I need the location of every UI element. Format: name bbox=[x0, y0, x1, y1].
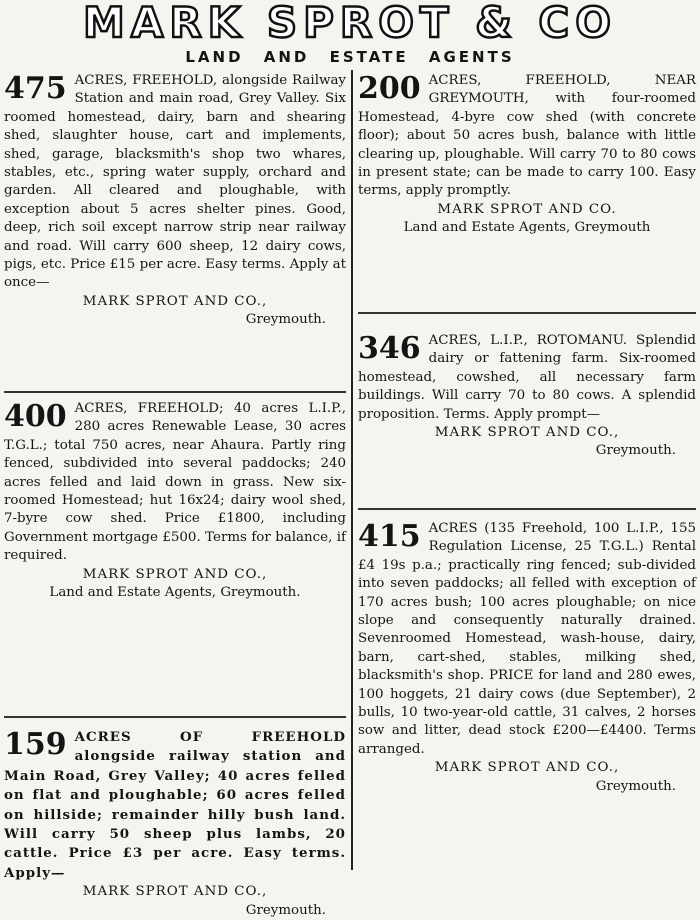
listing-text: ACRES, FREEHOLD, alongside Railway Station and main road, Grey Valley. Six roomed homestead, dairy, barn and shearing shed, slaughter house, cart and implements, shed, garage, blacksmith's shop two whares, stables, etc., spring water supply, orchard and garden. All cleared and ploughable, with exception about 5 acres shelter pines. Good, deep, rich soil except narrow strip near railway and road. Will carry 600 sheep, 12 dairy cows, pigs, etc. Price £15 per acre. Easy terms. Apply at once— bbox=[4, 73, 346, 291]
subheading: LAND AND ESTATE AGENTS bbox=[185, 48, 515, 66]
agent-signature: MARK SPROT AND CO., bbox=[82, 566, 268, 582]
agent-location: Greymouth. bbox=[245, 312, 326, 328]
listing-number: 200 bbox=[358, 71, 421, 106]
listing-159 bbox=[4, 728, 346, 920]
agent-signature: MARK SPROT AND CO., bbox=[434, 425, 620, 441]
listing-text: ACRES OF FREEHOLD alongside railway station and Main Road, Grey Valley; 40 acres felled on flat and ploughable; 60 acres felled on hillside; remainder hilly bush land. Will carry 50 sheep plus lambs, 20 cattle. Price £3 per acre. Easy terms. Apply— bbox=[4, 729, 346, 881]
divider bbox=[358, 312, 696, 314]
listing-number: 415 bbox=[358, 519, 421, 554]
listing-415 bbox=[358, 520, 696, 796]
listing-200 bbox=[358, 72, 696, 238]
agent-location: Land and Estate Agents, Greymouth. bbox=[49, 585, 301, 601]
listing-400 bbox=[4, 400, 346, 602]
divider bbox=[4, 716, 346, 718]
listing-text: ACRES, FREEHOLD, NEAR GREYMOUTH, with four-roomed Homestead, 4-byre cow shed (with concrete floor); about 50 acres bush, balance with little clearing up, ploughable. Will carry 70 to 80 cows in present state; can be made to carry 100. Easy terms, apply promptly. bbox=[358, 73, 696, 199]
agent-signature: MARK SPROT AND CO., bbox=[82, 293, 268, 309]
divider bbox=[358, 508, 696, 510]
agent-signature: MARK SPROT AND CO. bbox=[437, 201, 617, 217]
agent-location: Greymouth. bbox=[595, 778, 676, 794]
agent-signature: MARK SPROT AND CO., bbox=[82, 884, 268, 900]
agent-signature: MARK SPROT AND CO., bbox=[434, 760, 620, 776]
listing-number: 346 bbox=[358, 331, 421, 366]
listing-475 bbox=[4, 72, 346, 330]
listing-text: ACRES (135 Freehold, 100 L.I.P., 155 Regulation License, 25 T.G.L.) Rental £4 19s p.a.; practically ring fenced; sub-divided into seven paddocks; all felled with exception of 170 acres bush; 100 acres ploughable; on nice slope and consequently naturally drained. Sevenroomed Homestead, wash-house, dairy, barn, cart-shed, stables, milking shed, blacksmith's shop. PRICE for land and 280 ewes, 100 hoggets, 21 dairy cows (due September), 2 bulls, 10 two-year-old cattle, 31 calves, 2 horses sow and litter, dead stock £200—£4400. Terms arranged. bbox=[358, 521, 696, 757]
listing-346 bbox=[358, 332, 696, 461]
listing-number: 400 bbox=[4, 399, 67, 434]
agent-location: Greymouth. bbox=[595, 443, 676, 459]
listing-text: ACRES, FREEHOLD; 40 acres L.I.P., 280 acres Renewable Lease, 30 acres T.G.L.; total 750 acres, near Ahaura. Partly ring fenced, subdivided into several paddocks; 240 acres felled and laid down in grass. New six-roomed Homestead; hut 16x24; dairy wool shed, 7-byre cow shed. Price £1800, including Government mortgage £500. Terms for balance, if required. bbox=[4, 401, 346, 564]
agent-location: Greymouth. bbox=[245, 902, 326, 918]
listing-number: 475 bbox=[4, 71, 67, 106]
column-divider bbox=[351, 70, 353, 870]
listing-text: ACRES, L.I.P., ROTOMANU. Splendid dairy or fattening farm. Six-roomed homestead, cowshed, all necessary farm buildings. Will carry 70 to 80 cows. A splendid proposition. Terms. Apply prompt— bbox=[358, 333, 696, 422]
agent-location: Land and Estate Agents, Greymouth bbox=[403, 220, 651, 236]
masthead-title: MARK SPROT & CO bbox=[83, 0, 617, 47]
divider bbox=[4, 391, 346, 393]
listing-number: 159 bbox=[4, 727, 67, 762]
